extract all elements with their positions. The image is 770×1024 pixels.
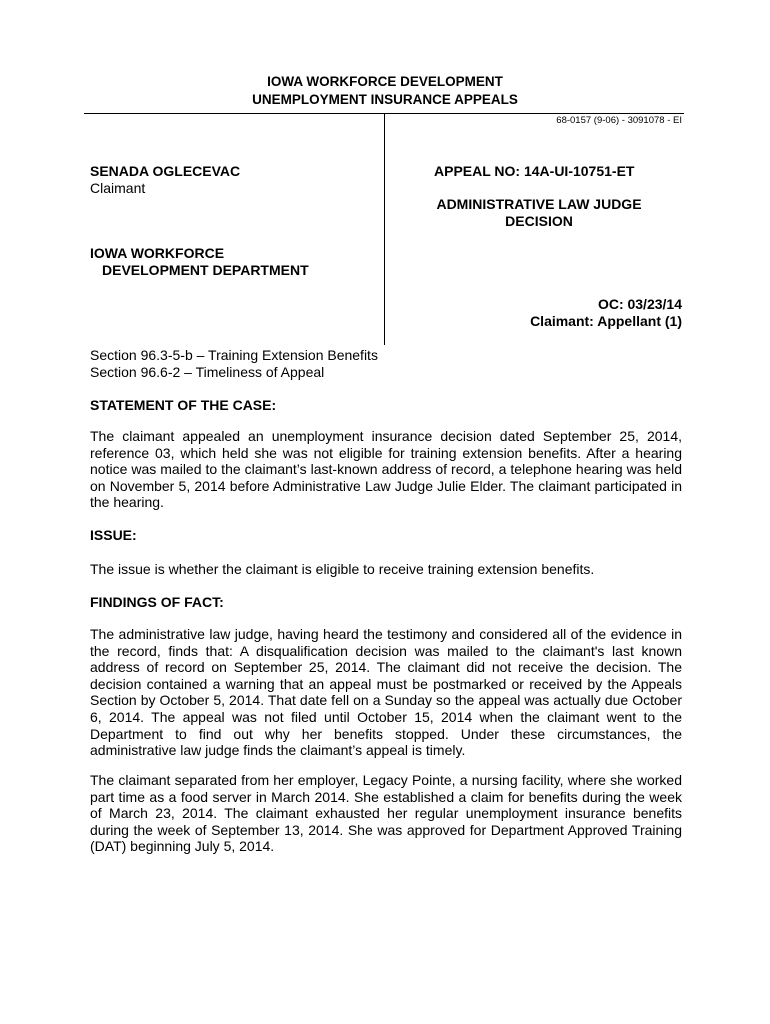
decision-line1: ADMINISTRATIVE LAW JUDGE (436, 196, 642, 212)
findings-para2: The claimant separated from her employer, Legacy Pointe, a nursing facility, where she worked part time as a food server in March 2014. She established a claim for benefits during the week of March 23, 2014. The claimant exhausted her regular unemployment insurance benefits during the week of September 13, 2014. She was approved for Department Approved Training (DAT) beginning July 5, 2014. (90, 772, 682, 855)
issue-text: The issue is whether the claimant is eligible to receive training extension benefits. (90, 561, 595, 577)
appeal-number: APPEAL NO: 14A-UI-10751-ET (434, 163, 635, 179)
agency-header (0, 73, 770, 109)
sections-cited (90, 347, 682, 380)
employer-line2: DEVELOPMENT DEPARTMENT (102, 262, 309, 278)
decision-title (434, 196, 644, 230)
claimant-name: SENADA OGLECEVAC (90, 163, 241, 179)
oc-block (530, 296, 682, 330)
agency-name: IOWA WORKFORCE DEVELOPMENT (267, 74, 503, 89)
employer-block (90, 245, 380, 279)
decision-line2: DECISION (505, 213, 573, 229)
claimant-block (90, 163, 380, 197)
employer-line1: IOWA WORKFORCE (90, 245, 225, 261)
issue-heading: ISSUE: (90, 527, 137, 543)
column-divider (384, 113, 385, 345)
claimant-status: Claimant: Appellant (1) (530, 313, 682, 329)
division-name: UNEMPLOYMENT INSURANCE APPEALS (252, 92, 518, 107)
form-number: 68-0157 (9-06) - 3091078 - EI (556, 115, 682, 126)
section-line2: Section 96.6-2 – Timeliness of Appeal (90, 363, 325, 380)
oc-date: OC: 03/23/14 (597, 296, 682, 312)
findings-para1: The administrative law judge, having heard the testimony and considered all of the evidence in the record, finds that: A disqualification decision was mailed to the claimant's last known address of record on September 25, 2014. The claimant did not receive the decision. The decision contained a warning that an appeal must be postmarked or received by the Appeals Section by October 5, 2014. That date fell on a Sunday so the appeal was actually due October 6, 2014. The appeal was not filed until October 15, 2014 when the claimant went to the Department to find out why her benefits stopped. Under these circumstances, the administrative law judge finds the claimant’s appeal is timely. (90, 626, 682, 759)
statement-text: The claimant appealed an unemployment insurance decision dated September 25, 2014, reference 03, which held she was not eligible for training extension benefits. After a hearing notice was mailed to the claimant’s last-known address of record, a telephone hearing was held on November 5, 2014 before Administrative Law Judge Julie Elder. The claimant participated in the hearing. (90, 428, 682, 511)
statement-heading: STATEMENT OF THE CASE: (90, 397, 277, 413)
section-line1: Section 96.3-5-b – Training Extension Benefits (90, 347, 378, 363)
claimant-role: Claimant (90, 180, 146, 196)
findings-heading: FINDINGS OF FACT: (90, 594, 224, 610)
